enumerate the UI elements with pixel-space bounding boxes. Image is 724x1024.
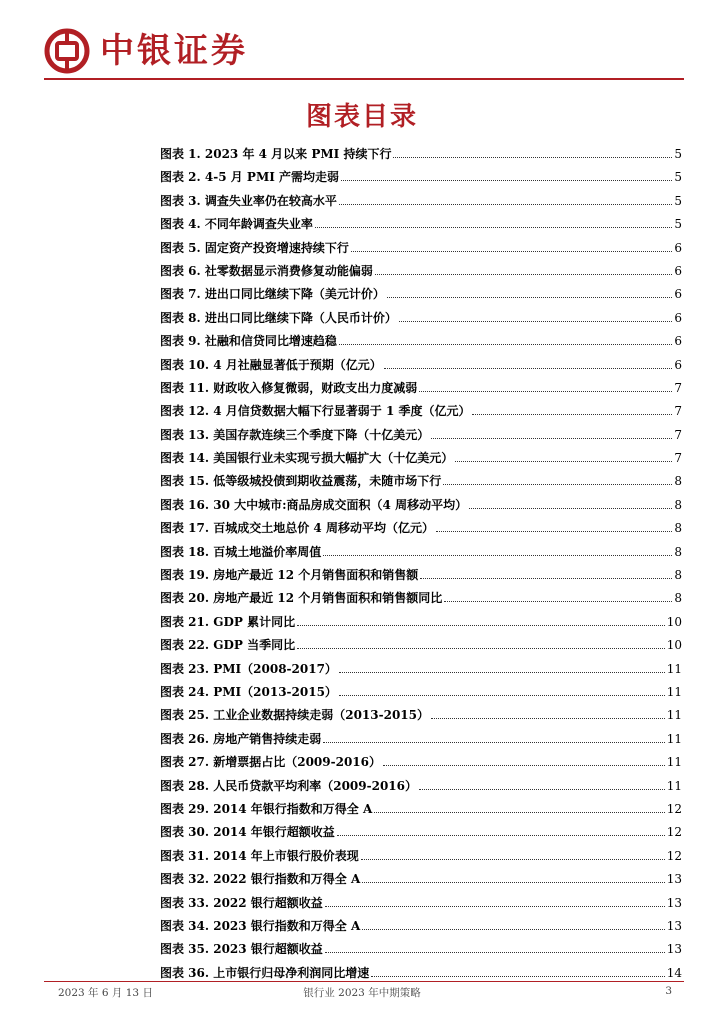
toc-entry[interactable] xyxy=(160,611,682,634)
toc-dot-leader xyxy=(393,157,672,158)
toc-entry[interactable] xyxy=(160,377,682,400)
toc-entry-page: 5 xyxy=(674,217,682,232)
toc-entry[interactable] xyxy=(160,166,682,189)
toc-dot-leader xyxy=(371,976,664,977)
toc-entry-page: 6 xyxy=(674,334,682,349)
toc-entry[interactable] xyxy=(160,564,682,587)
toc-entry-label[interactable]: 图表 6. 社零数据显示消费修复动能偏弱 xyxy=(160,263,373,278)
toc-dot-leader xyxy=(337,835,665,836)
toc-entry[interactable] xyxy=(160,634,682,657)
toc-entry-label[interactable]: 图表 15. 低等级城投债到期收益震荡，未随市场下行 xyxy=(160,474,442,489)
toc-entry[interactable] xyxy=(160,470,682,493)
footer-date: 2023 年 6 月 13 日 xyxy=(58,987,153,999)
toc-entry[interactable] xyxy=(160,517,682,540)
toc-entry-label[interactable]: 图表 30. 2014 年银行超额收益 xyxy=(160,825,335,840)
toc-entry-label[interactable]: 图表 17. 百城成交土地总价 4 周移动平均（亿元） xyxy=(160,521,434,536)
toc-dot-leader xyxy=(436,531,672,532)
toc-entry-label[interactable]: 图表 16. 30 大中城市:商品房成交面积（4 周移动平均） xyxy=(160,497,468,512)
toc-entry-label[interactable]: 图表 23. PMI（2008-2017） xyxy=(160,661,337,676)
toc-entry[interactable] xyxy=(160,190,682,213)
toc-entry-label[interactable]: 图表 5. 固定资产投资增速持续下行 xyxy=(160,240,349,255)
toc-entry[interactable] xyxy=(160,237,682,260)
toc-dot-leader xyxy=(387,297,672,298)
toc-entry-label[interactable]: 图表 19. 房地产最近 12 个月销售面积和销售额 xyxy=(160,568,419,583)
toc-dot-leader xyxy=(383,765,665,766)
toc-entry[interactable] xyxy=(160,681,682,704)
toc-entry-page: 11 xyxy=(666,778,682,793)
toc-entry-label[interactable]: 图表 26. 房地产销售持续走弱 xyxy=(160,731,322,746)
toc-entry-page: 11 xyxy=(666,708,682,723)
toc-entry-page: 13 xyxy=(666,895,682,910)
page-header xyxy=(0,0,724,90)
brand-name: 中银证券 xyxy=(100,31,248,71)
toc-dot-leader xyxy=(431,438,672,439)
toc-dot-leader xyxy=(384,368,673,369)
toc-entry-label[interactable]: 图表 13. 美国存款连续三个季度下降（十亿美元） xyxy=(160,427,430,442)
toc-entry-label[interactable]: 图表 14. 美国银行业未实现亏损大幅扩大（十亿美元） xyxy=(160,451,454,466)
header-divider xyxy=(44,78,684,80)
toc-dot-leader xyxy=(419,391,672,392)
toc-dot-leader xyxy=(444,601,672,602)
toc-entry-page: 13 xyxy=(666,872,682,887)
toc-entry-label[interactable]: 图表 22. GDP 当季同比 xyxy=(160,638,296,653)
toc-entry[interactable] xyxy=(160,447,682,470)
toc-entry-page: 6 xyxy=(674,357,682,372)
toc-dot-leader xyxy=(325,952,665,953)
toc-entry-page: 13 xyxy=(666,942,682,957)
toc-dot-leader xyxy=(323,742,664,743)
toc-entry[interactable] xyxy=(160,400,682,423)
toc-entry[interactable] xyxy=(160,821,682,844)
toc-entry-label[interactable]: 图表 25. 工业企业数据持续走弱（2013-2015） xyxy=(160,708,430,723)
toc-dot-leader xyxy=(339,672,665,673)
toc-entry-page: 10 xyxy=(666,614,682,629)
toc-dot-leader xyxy=(420,578,672,579)
toc-entry-page: 6 xyxy=(674,240,682,255)
toc-dot-leader xyxy=(472,414,672,415)
toc-entry-page: 10 xyxy=(666,638,682,653)
toc-entry-page: 6 xyxy=(674,263,682,278)
toc-entry[interactable] xyxy=(160,494,682,517)
toc-entry-label[interactable]: 图表 34. 2023 银行指数和万得全 A xyxy=(160,918,361,933)
toc-entry-label[interactable]: 图表 7. 进出口同比继续下降（美元计价） xyxy=(160,287,385,302)
toc-entry-label[interactable]: 图表 11. 财政收入修复微弱，财政支出力度减弱 xyxy=(160,380,418,395)
toc-entry[interactable] xyxy=(160,845,682,868)
toc-entry-page: 7 xyxy=(674,451,682,466)
footer-divider xyxy=(44,981,684,982)
toc-dot-leader xyxy=(362,882,664,883)
toc-entry[interactable] xyxy=(160,587,682,610)
toc-entry-label[interactable]: 图表 8. 进出口同比继续下降（人民币计价） xyxy=(160,310,397,325)
toc-entry[interactable] xyxy=(160,354,682,377)
toc-dot-leader xyxy=(339,695,665,696)
toc-entry[interactable] xyxy=(160,307,682,330)
toc-entry-page: 7 xyxy=(674,380,682,395)
toc-dot-leader xyxy=(323,555,672,556)
toc-entry[interactable] xyxy=(160,915,682,938)
toc-entry[interactable] xyxy=(160,938,682,961)
toc-entry-label[interactable]: 图表 27. 新增票据占比（2009-2016） xyxy=(160,755,382,770)
toc-entry-page: 8 xyxy=(674,568,682,583)
toc-entry-page: 5 xyxy=(674,193,682,208)
toc-dot-leader xyxy=(419,789,665,790)
toc-entry-page: 12 xyxy=(666,848,682,863)
toc-entry[interactable] xyxy=(160,213,682,236)
toc-entry-page: 11 xyxy=(666,755,682,770)
toc-entry-page: 5 xyxy=(674,170,682,185)
bank-of-china-logo-icon xyxy=(44,28,90,74)
toc-entry-page: 7 xyxy=(674,427,682,442)
toc-entry-label[interactable]: 图表 36. 上市银行归母净利润同比增速 xyxy=(160,965,370,980)
toc-dot-leader xyxy=(339,204,672,205)
toc-dot-leader xyxy=(315,227,672,228)
toc-entry-label[interactable]: 图表 21. GDP 累计同比 xyxy=(160,614,296,629)
toc-dot-leader xyxy=(297,648,665,649)
toc-dot-leader xyxy=(325,906,665,907)
toc-dot-leader xyxy=(339,344,672,345)
figure-list xyxy=(160,143,682,985)
toc-entry[interactable] xyxy=(160,541,682,564)
toc-entry[interactable] xyxy=(160,143,682,166)
toc-dot-leader xyxy=(455,461,672,462)
toc-entry-label[interactable]: 图表 2. 4-5 月 PMI 产需均走弱 xyxy=(160,170,340,185)
toc-entry-label[interactable]: 图表 29. 2014 年银行指数和万得全 A xyxy=(160,801,373,816)
toc-dot-leader xyxy=(361,859,665,860)
toc-entry[interactable] xyxy=(160,798,682,821)
toc-entry-label[interactable]: 图表 1. 2023 年 4 月以来 PMI 持续下行 xyxy=(160,147,392,161)
toc-entry-page: 8 xyxy=(674,497,682,512)
toc-dot-leader xyxy=(431,718,665,719)
toc-entry-page: 6 xyxy=(674,310,682,325)
toc-dot-leader xyxy=(362,929,664,930)
toc-entry-label[interactable]: 图表 28. 人民币贷款平均利率（2009-2016） xyxy=(160,778,418,793)
toc-dot-leader xyxy=(351,251,672,252)
toc-dot-leader xyxy=(469,508,672,509)
toc-entry[interactable] xyxy=(160,330,682,353)
toc-entry-label[interactable]: 图表 33. 2022 银行超额收益 xyxy=(160,895,323,910)
toc-entry[interactable] xyxy=(160,283,682,306)
toc-entry-page: 7 xyxy=(674,404,682,419)
page-title: 图表目录 xyxy=(305,102,418,132)
toc-entry-label[interactable]: 图表 35. 2023 银行超额收益 xyxy=(160,942,323,957)
toc-dot-leader xyxy=(341,180,672,181)
toc-dot-leader xyxy=(374,812,664,813)
toc-entry-page: 14 xyxy=(666,965,682,980)
toc-entry[interactable] xyxy=(160,658,682,681)
toc-entry-page: 11 xyxy=(666,661,682,676)
toc-entry-label[interactable]: 图表 20. 房地产最近 12 个月销售面积和销售额同比 xyxy=(160,591,443,606)
toc-entry-page: 6 xyxy=(674,287,682,302)
toc-entry-label[interactable]: 图表 31. 2014 年上市银行股价表现 xyxy=(160,848,359,863)
toc-entry-page: 8 xyxy=(674,474,682,489)
toc-entry-label[interactable]: 图表 10. 4 月社融显著低于预期（亿元） xyxy=(160,357,382,372)
toc-entry-label[interactable]: 图表 9. 社融和信贷同比增速趋稳 xyxy=(160,334,337,349)
toc-entry-label[interactable]: 图表 24. PMI（2013-2015） xyxy=(160,684,337,699)
toc-dot-leader xyxy=(375,274,672,275)
brand-logo xyxy=(44,26,344,76)
toc-entry-page: 11 xyxy=(666,684,682,699)
toc-entry-page: 5 xyxy=(674,147,682,161)
toc-entry-label[interactable]: 图表 12. 4 月信贷数据大幅下行显著弱于 1 季度（亿元） xyxy=(160,404,471,419)
toc-entry[interactable] xyxy=(160,868,682,891)
toc-entry-label[interactable]: 图表 18. 百城土地溢价率周值 xyxy=(160,544,322,559)
toc-entry[interactable] xyxy=(160,751,682,774)
toc-dot-leader xyxy=(443,484,672,485)
toc-entry-page: 8 xyxy=(674,591,682,606)
toc-entry-page: 12 xyxy=(666,801,682,816)
footer-page-number: 3 xyxy=(665,985,672,997)
toc-entry-page: 8 xyxy=(674,544,682,559)
toc-entry[interactable] xyxy=(160,704,682,727)
toc-entry-page: 8 xyxy=(674,521,682,536)
toc-entry[interactable] xyxy=(160,728,682,751)
toc-dot-leader xyxy=(399,321,672,322)
toc-entry-page: 13 xyxy=(666,918,682,933)
toc-entry-label[interactable]: 图表 32. 2022 银行指数和万得全 A xyxy=(160,872,361,887)
footer-report-title: 银行业 2023 年中期策略 xyxy=(303,987,421,999)
toc-entry[interactable] xyxy=(160,775,682,798)
toc-entry-page: 11 xyxy=(666,731,682,746)
toc-entry[interactable] xyxy=(160,424,682,447)
toc-entry[interactable] xyxy=(160,260,682,283)
toc-entry[interactable] xyxy=(160,892,682,915)
toc-entry-page: 12 xyxy=(666,825,682,840)
toc-entry-label[interactable]: 图表 3. 调查失业率仍在较高水平 xyxy=(160,193,337,208)
toc-dot-leader xyxy=(297,625,665,626)
toc-entry-label[interactable]: 图表 4. 不同年龄调查失业率 xyxy=(160,217,313,232)
